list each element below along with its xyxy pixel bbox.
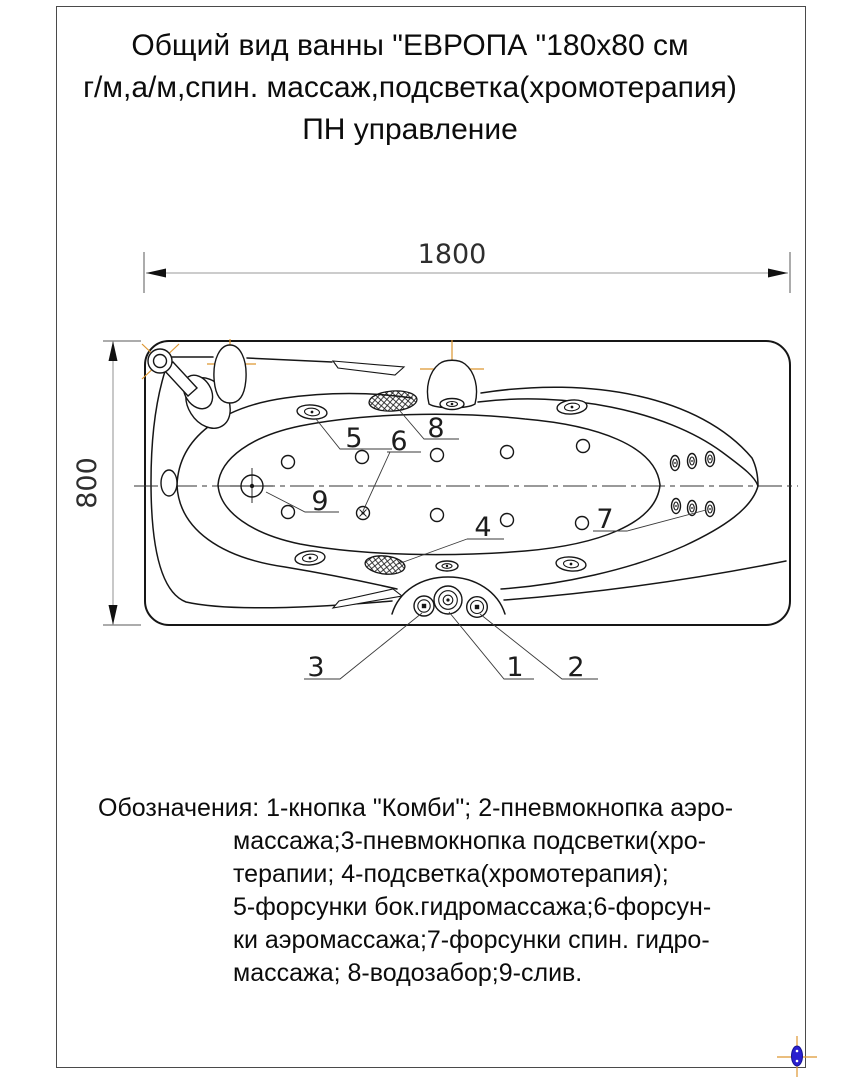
side-hydro-jet: [440, 399, 464, 410]
callout-6-label: 6: [390, 426, 408, 457]
legend-block: [98, 792, 733, 990]
callout-9: [266, 486, 339, 517]
legend-line: терапии; 4-подсветка(хромотерапия);: [233, 860, 669, 888]
overflow-oval: [161, 470, 177, 496]
callout-1-label: 1: [506, 652, 524, 683]
cad-cursor-artifact: [777, 1036, 817, 1077]
callout-3-label: 3: [307, 652, 325, 683]
legend-line: массажа; 8-водозабор;9-слив.: [233, 959, 583, 987]
callout-2-label: 2: [567, 652, 585, 683]
title-line-3: ПН управление: [302, 113, 518, 146]
legend-line: ки аэромассажа;7-форсунки спин. гидро-: [233, 926, 710, 954]
legend-line: массажа;3-пневмокнопка подсветки(хро-: [233, 827, 707, 855]
side-hydro-jet: [555, 556, 586, 573]
side-hydro-jet: [556, 399, 587, 416]
faucet-spout-icon: [420, 340, 484, 408]
title-line-1: Общий вид ванны "ЕВРОПА "180x80 см: [131, 29, 689, 62]
side-hydro-jet: [296, 404, 327, 421]
dimension-height: [72, 341, 141, 625]
dimension-width-value: 1800: [417, 239, 487, 270]
legend-line: 5-форсунки бок.гидромассажа;6-форсун-: [233, 893, 712, 921]
top-grip-wedge: [333, 361, 404, 375]
legend-line: Обозначения: 1-кнопка "Комби"; 2-пневмокнопка аэро-: [98, 794, 734, 822]
callout-7-label: 7: [596, 504, 614, 535]
callout-3: [304, 613, 422, 683]
callout-9-label: 9: [311, 486, 329, 517]
light-button-3: [414, 596, 434, 616]
side-hydro-jet: [436, 561, 458, 571]
dimension-width: [144, 239, 790, 293]
aero-jet-callout-target: [357, 507, 370, 520]
title-line-2: г/м,а/м,спин. массаж,подсветка(хромотерапия): [83, 71, 737, 104]
callout-8-label: 8: [427, 413, 445, 444]
callout-4-label: 4: [474, 512, 492, 543]
aero-button-2: [467, 597, 488, 618]
callout-5-label: 5: [345, 423, 363, 454]
callout-5: [316, 419, 392, 454]
control-panel: [392, 577, 505, 617]
dimension-height-value: 800: [72, 457, 103, 509]
callout-8: [400, 411, 459, 444]
side-hydro-jet: [294, 550, 325, 567]
kombi-button-1: [434, 586, 462, 614]
callout-6: [363, 426, 421, 511]
bottom-grip-wedge: [333, 589, 402, 608]
callout-4: [398, 512, 504, 564]
chromotherapy-light: [364, 554, 406, 576]
back-hydro-jets: [671, 452, 715, 517]
water-intake: [368, 389, 417, 412]
